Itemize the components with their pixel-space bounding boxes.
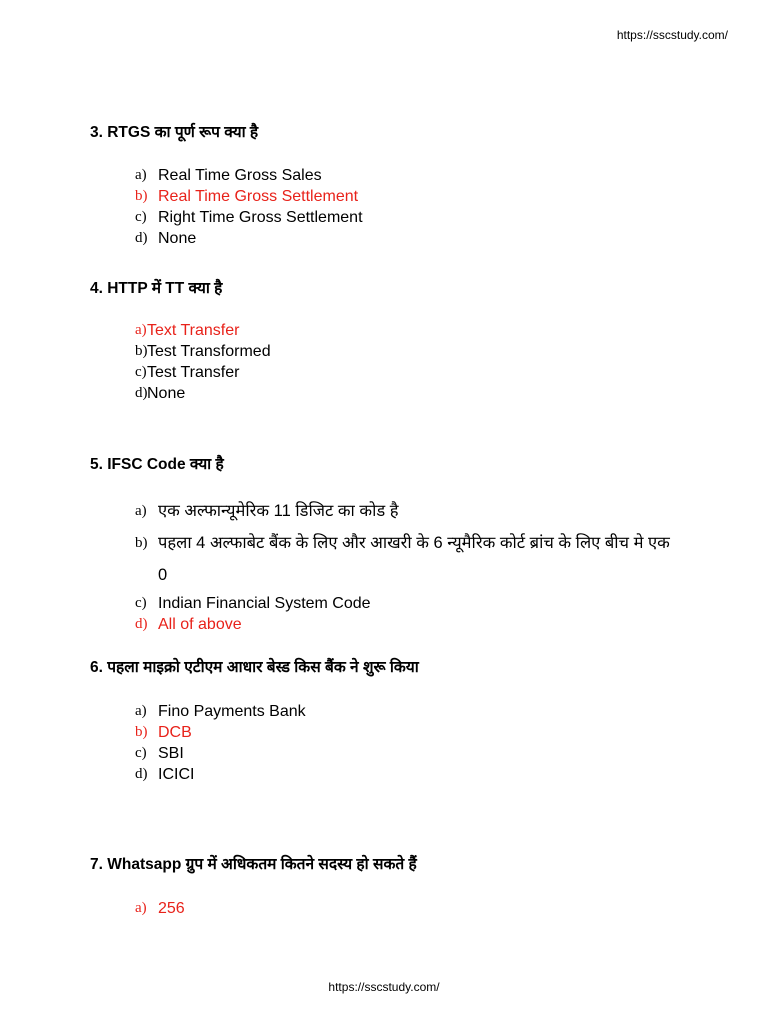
option-3a [0,165,768,186]
option-letter: a) [135,322,147,338]
option-5d-correct [0,614,768,635]
option-text: None [158,230,197,247]
question-4: 4. HTTP में TT क्या है [90,280,223,297]
option-5b [0,527,768,591]
option-text: DCB [158,724,192,741]
question-3-options [0,165,768,249]
option-7a-correct [0,898,768,919]
option-6c [0,743,768,764]
option-letter: a) [135,503,147,519]
option-letter: d) [135,616,148,632]
option-letter: d) [135,385,148,401]
question-4-options [0,320,768,404]
question-5-options [0,495,768,635]
option-4c [0,362,768,383]
option-text: ICICI [158,766,195,783]
question-7: 7. Whatsapp ग्रुप में अधिकतम कितने सदस्य हो सकते हैं [90,856,417,873]
option-text: None [147,385,186,402]
option-3d [0,228,768,249]
option-6b-correct [0,722,768,743]
question-3: 3. RTGS का पूर्ण रूप क्या है [90,124,259,141]
option-text: Real Time Gross Sales [158,167,322,184]
header-url[interactable]: https://sscstudy.com/ [616,28,728,42]
footer-url[interactable]: https://sscstudy.com/ [328,980,440,994]
option-letter: a) [135,167,147,183]
option-letter: b) [135,343,148,359]
option-letter: c) [135,364,147,380]
option-6a [0,701,768,722]
option-text: एक अल्फान्यूमेरिक 11 डिजिट का कोड है [158,502,399,520]
option-text: All of above [158,616,242,633]
option-letter: b) [135,535,148,551]
option-text: Test Transformed [147,343,271,360]
option-letter: c) [135,209,147,225]
option-text: SBI [158,745,184,762]
option-text: Real Time Gross Settlement [158,188,359,205]
option-text: Indian Financial System Code [158,595,371,612]
option-text: Right Time Gross Settlement [158,209,363,226]
option-3b-correct [0,186,768,207]
question-6: 6. पहला माइक्रो एटीएम आधार बेस्ड किस बैंक ने शुरू किया [90,659,419,676]
option-letter: c) [135,745,147,761]
option-4a-correct [0,320,768,341]
option-text: 256 [158,900,185,917]
option-letter: c) [135,595,147,611]
option-letter: d) [135,766,148,782]
option-4b [0,341,768,362]
option-6d [0,764,768,785]
option-4d [0,383,768,404]
question-6-options [0,701,768,785]
option-letter: d) [135,230,148,246]
option-3c [0,207,768,228]
option-text: Test Transfer [147,364,240,381]
option-5c [0,593,768,614]
option-5a [0,495,768,527]
option-letter: b) [135,724,148,740]
option-text: पहला 4 अल्फाबेट बैंक के लिए और आखरी के 6 न्यूमैरिक कोर्ट ब्रांच के लिए बीच मे एक 0 [158,534,670,584]
option-text: Text Transfer [147,322,240,339]
option-text: Fino Payments Bank [158,703,306,720]
option-letter: a) [135,703,147,719]
option-letter: b) [135,188,148,204]
option-letter: a) [135,900,147,916]
question-5: 5. IFSC Code क्या है [90,456,224,473]
question-7-options [0,898,768,919]
